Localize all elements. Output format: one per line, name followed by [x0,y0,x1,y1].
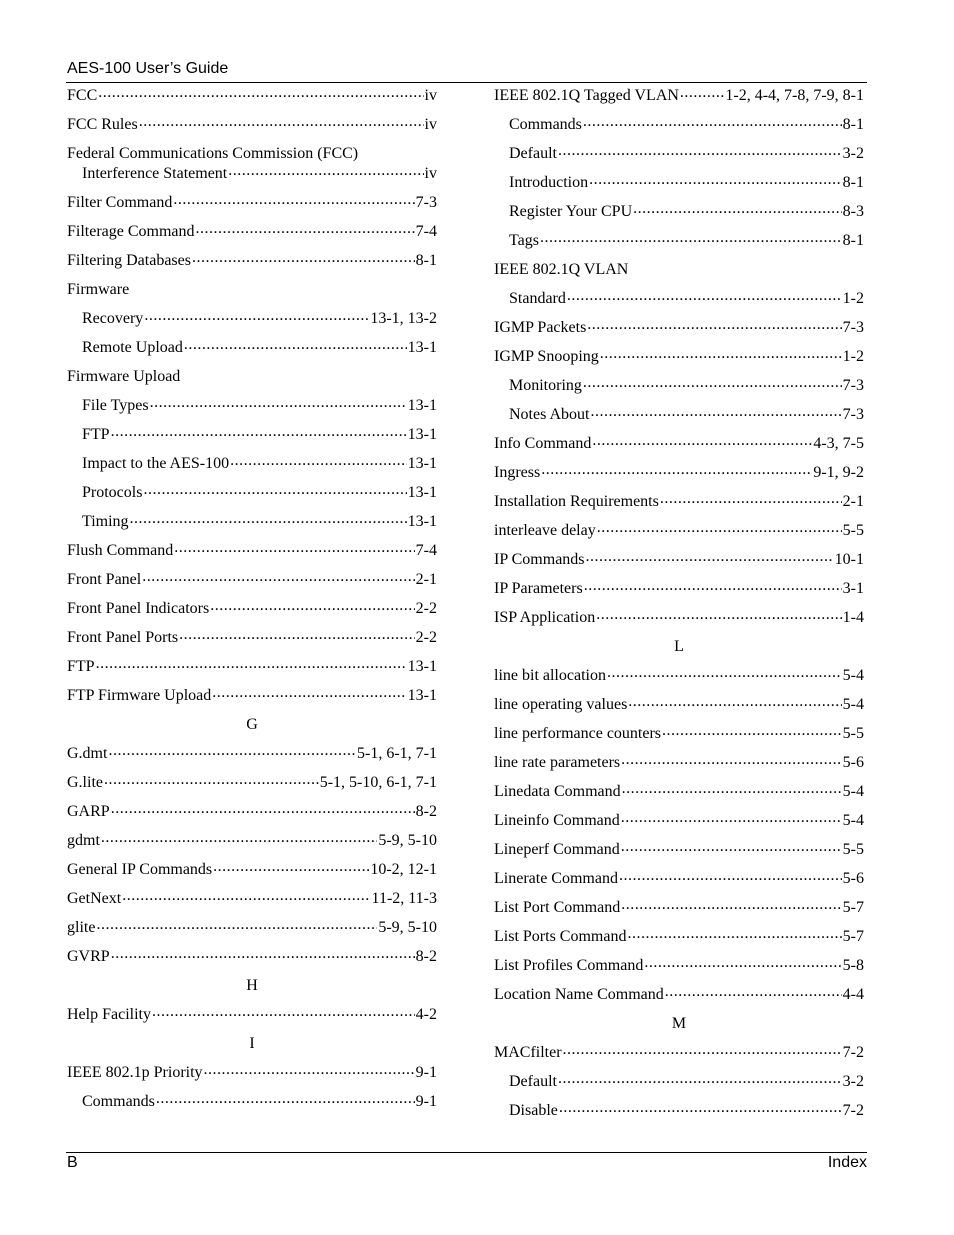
index-column-right [494,86,864,1130]
index-subentry: Commands ..... 9-1 [67,1092,437,1112]
index-subentry: Impact to the AES-100 ..... 13-1 [67,454,437,474]
index-entry: line performance counters ..... 5-5 [494,724,864,744]
index-subentry: Register Your CPU ..... 8-3 [494,202,864,222]
index-subentry: Timing ..... 13-1 [67,512,437,532]
page-number: B [67,1154,78,1171]
index-entry: FTP ..... 13-1 [67,657,437,677]
section-letter-i: I [249,1035,255,1052]
index-heading-entry: IEEE 802.1Q VLAN [494,261,629,278]
index-entry: General IP Commands ..... 10-2, 12-1 [67,860,437,880]
index-entry: MACfilter ..... 7-2 [494,1043,864,1063]
index-entry: Location Name Command ..... 4-4 [494,985,864,1005]
footer-rule [66,1152,867,1153]
index-subentry: Default ..... 3-2 [494,144,864,164]
index-subentry: Recovery ..... 13-1, 13-2 [67,309,437,329]
index-entry: Flush Command ..... 7-4 [67,541,437,561]
index-entry: IP Commands ..... 10-1 [494,550,864,570]
index-heading-entry: Firmware Upload [67,368,181,385]
section-letter-g: G [246,716,258,733]
index-entry: Front Panel Indicators ..... 2-2 [67,599,437,619]
index-entry: IEEE 802.1Q Tagged VLAN ..... 1-2, 4-4, 7-8, 7-9, 8-1 [494,86,864,106]
index-entry: Front Panel ..... 2-1 [67,570,437,590]
index-entry: FCC ..... iv [67,86,437,106]
index-entry: line rate parameters ..... 5-6 [494,753,864,773]
index-entry: Filterage Command ..... 7-4 [67,222,437,242]
index-entry: Filter Command ..... 7-3 [67,193,437,213]
index-entry: IGMP Packets ..... 7-3 [494,318,864,338]
index-entry: Help Facility ..... 4-2 [67,1005,437,1025]
index-entry: Linerate Command ..... 5-6 [494,869,864,889]
index-entry: IGMP Snooping ..... 1-2 [494,347,864,367]
index-subentry: File Types ..... 13-1 [67,396,437,416]
index-subentry: Monitoring ..... 7-3 [494,376,864,396]
index-entry: Lineperf Command ..... 5-5 [494,840,864,860]
index-heading-entry: Firmware [67,281,130,298]
index-entry: gdmt ..... 5-9, 5-10 [67,831,437,851]
section-letter-m: M [671,1015,687,1032]
index-entry: GARP ..... 8-2 [67,802,437,822]
index-entry: GVRP ..... 8-2 [67,947,437,967]
index-subentry: Protocols ..... 13-1 [67,483,437,503]
index-subentry: Remote Upload ..... 13-1 [67,338,437,358]
index-subentry: Commands ..... 8-1 [494,115,864,135]
index-entry: List Port Command ..... 5-7 [494,898,864,918]
section-name: Index [827,1154,867,1171]
index-entry: G.dmt ..... 5-1, 6-1, 7-1 [67,744,437,764]
header-rule [66,82,867,83]
index-subentry: Disable ..... 7-2 [494,1101,864,1121]
index-entry: FCC Rules ..... iv [67,115,437,135]
section-letter-l: L [674,638,684,655]
index-subentry: Tags ..... 8-1 [494,231,864,251]
index-entry: Front Panel Ports ..... 2-2 [67,628,437,648]
index-subentry: Introduction ..... 8-1 [494,173,864,193]
index-subentry: FTP ..... 13-1 [67,425,437,445]
index-entry: interleave delay ..... 5-5 [494,521,864,541]
index-entry: G.lite ..... 5-1, 5-10, 6-1, 7-1 [67,773,437,793]
index-entry: Linedata Command ..... 5-4 [494,782,864,802]
index-column-left [67,86,437,1121]
section-letter-h: H [246,977,258,994]
index-entry: Federal Communications Commission (FCC) Interference Statement ..... iv [67,144,437,184]
index-subentry: Notes About ..... 7-3 [494,405,864,425]
index-entry: IEEE 802.1p Priority ..... 9-1 [67,1063,437,1083]
index-entry: List Ports Command ..... 5-7 [494,927,864,947]
index-entry: Filtering Databases ..... 8-1 [67,251,437,271]
index-entry: Lineinfo Command ..... 5-4 [494,811,864,831]
index-entry: ISP Application ..... 1-4 [494,608,864,628]
index-entry: Installation Requirements ..... 2-1 [494,492,864,512]
index-entry: Ingress ..... 9-1, 9-2 [494,463,864,483]
index-entry: glite ..... 5-9, 5-10 [67,918,437,938]
index-subentry: Default ..... 3-2 [494,1072,864,1092]
index-subentry: Standard ..... 1-2 [494,289,864,309]
index-entry: line operating values ..... 5-4 [494,695,864,715]
index-entry: line bit allocation ..... 5-4 [494,666,864,686]
index-entry: Info Command ..... 4-3, 7-5 [494,434,864,454]
index-entry: FTP Firmware Upload ..... 13-1 [67,686,437,706]
index-entry: List Profiles Command ..... 5-8 [494,956,864,976]
index-entry: IP Parameters ..... 3-1 [494,579,864,599]
index-entry: GetNext ..... 11-2, 11-3 [67,889,437,909]
document-title: AES-100 User’s Guide [67,60,229,77]
